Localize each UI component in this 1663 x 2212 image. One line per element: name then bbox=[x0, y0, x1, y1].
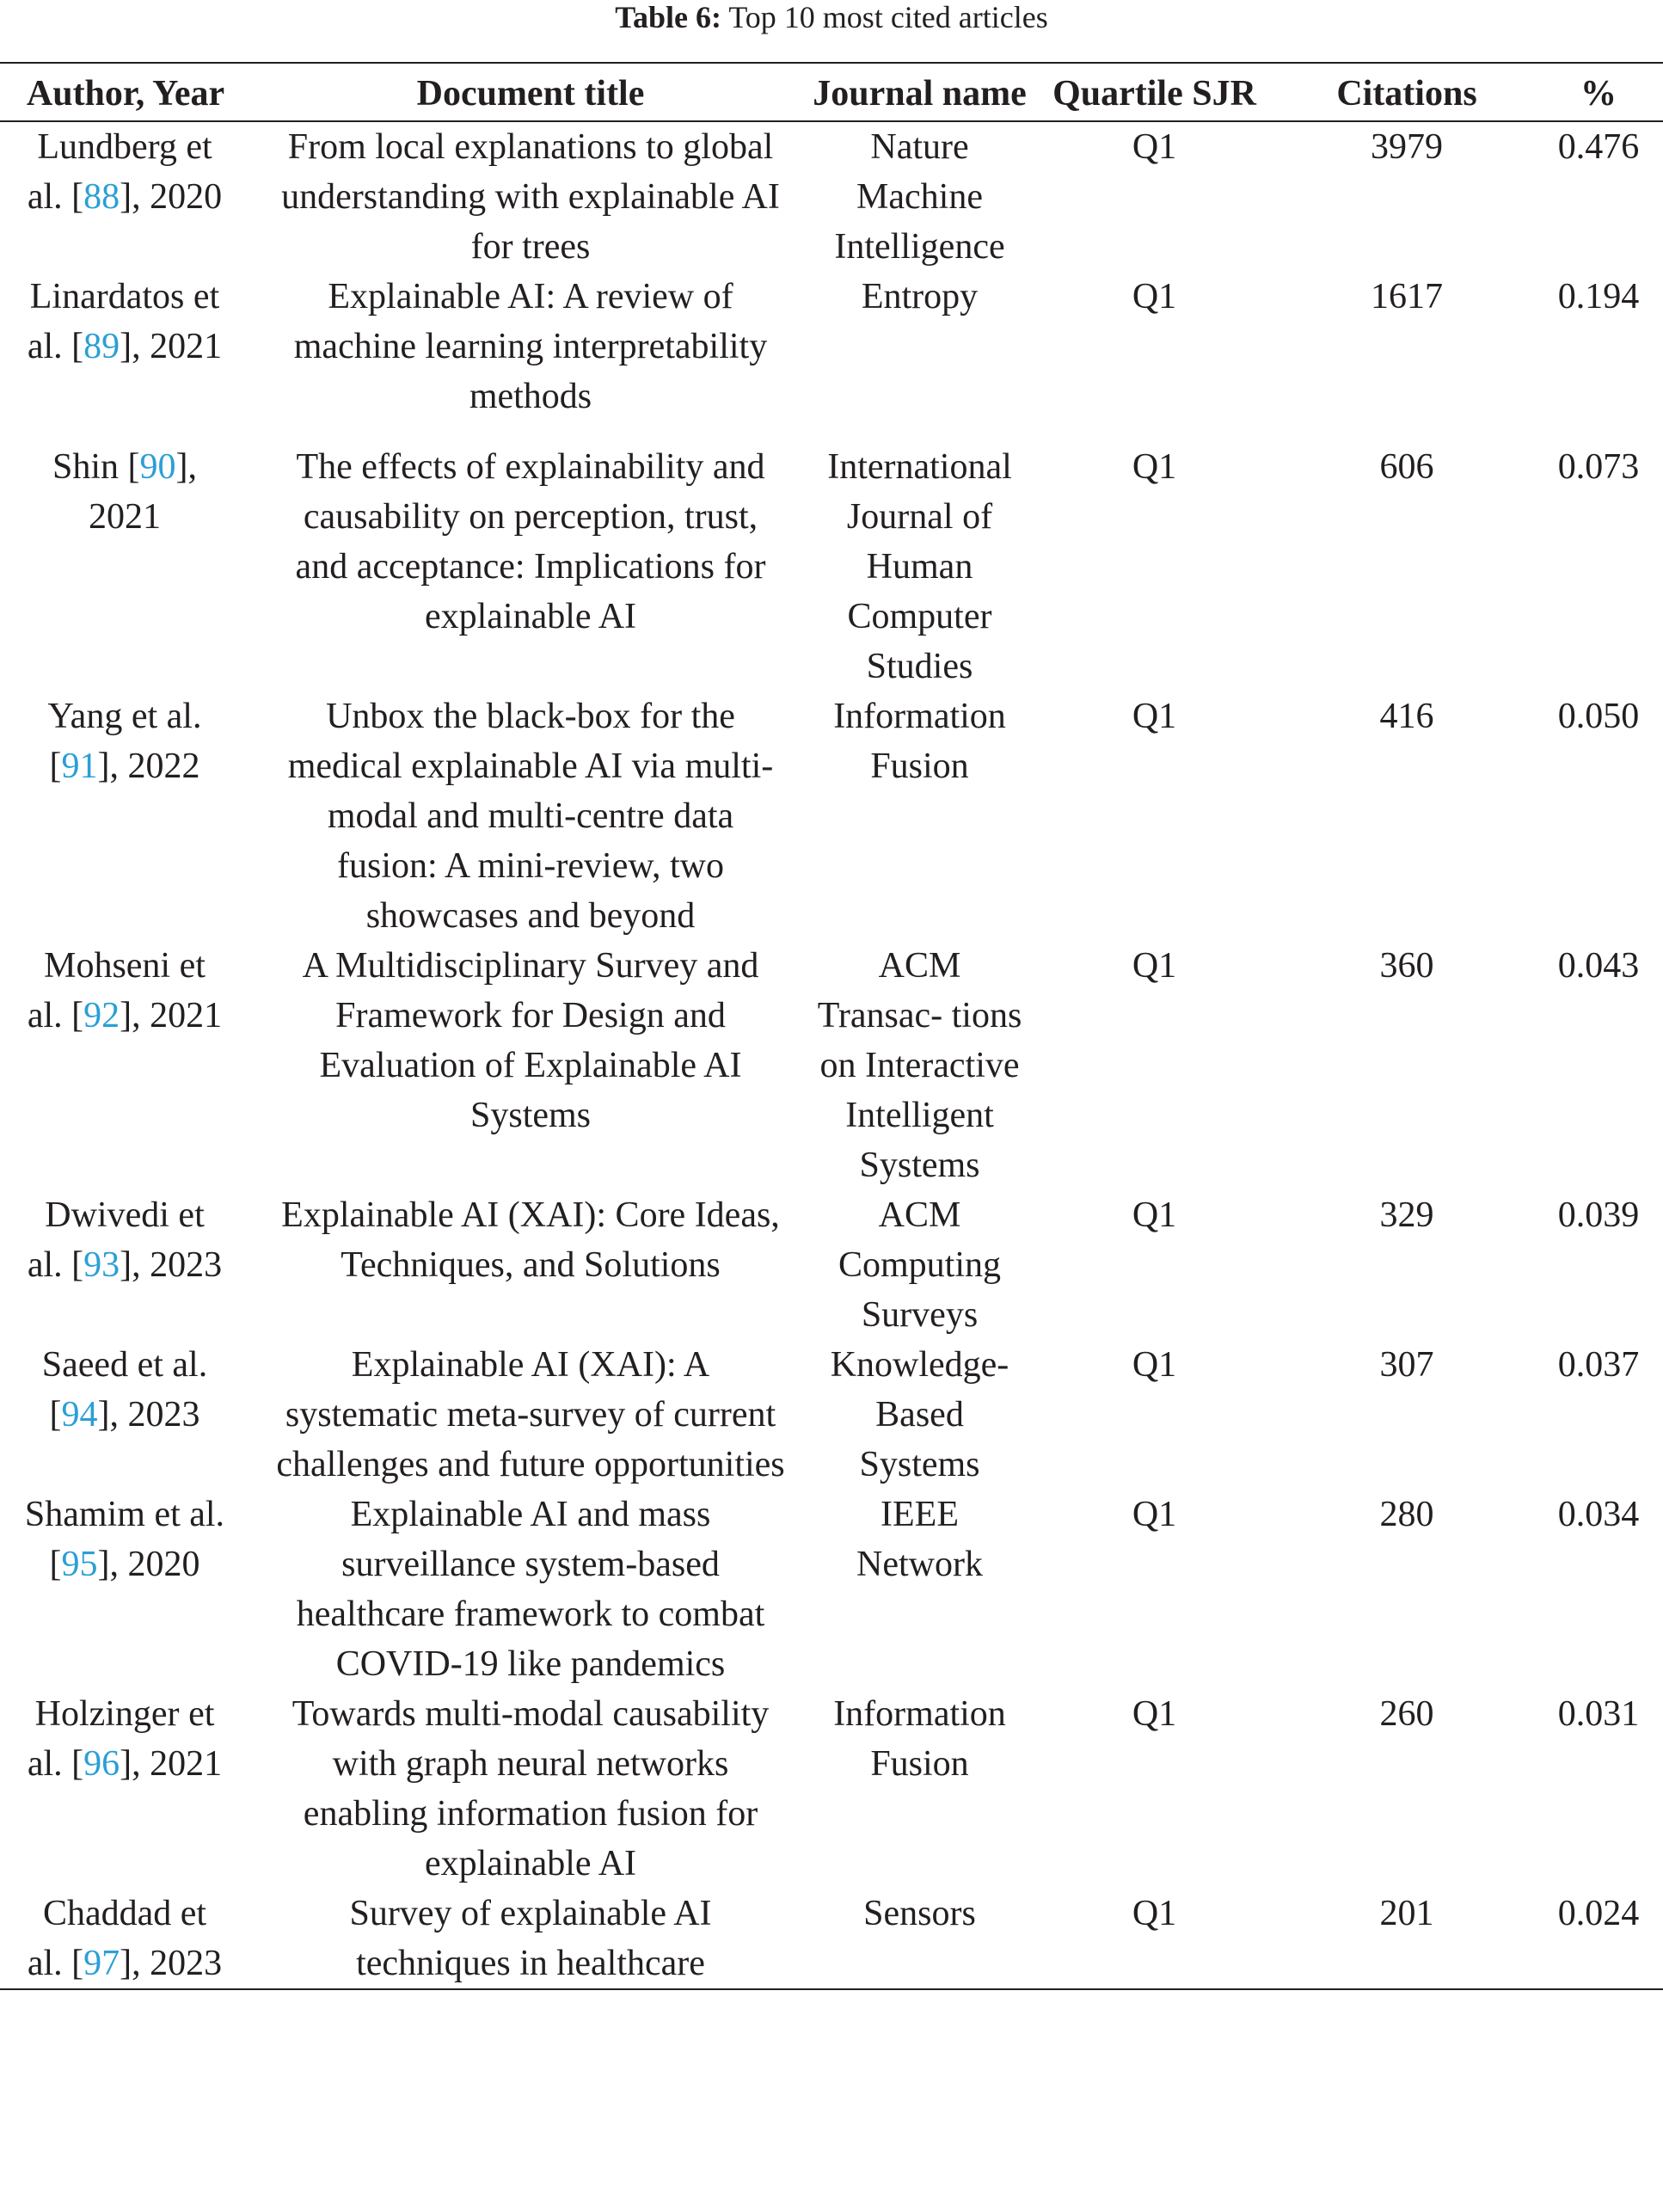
ref-close: ], bbox=[97, 1545, 119, 1584]
author-name: Yang bbox=[47, 697, 123, 736]
document-title-cell: Explainable AI (XAI): Core Ideas, Techniques, and Solutions bbox=[281, 1195, 780, 1285]
year: 2021 bbox=[150, 327, 223, 366]
author-year-cell bbox=[0, 1490, 251, 1689]
journal-name-cell: Information Fusion bbox=[833, 697, 1006, 786]
author-name: Shin [ bbox=[52, 447, 140, 487]
journal-name-cell: International Journal of Human Computer Studies bbox=[827, 447, 1012, 686]
author-name: Chaddad bbox=[42, 1894, 172, 1933]
journal-name-cell: Knowledge- Based Systems bbox=[830, 1345, 1009, 1484]
et-al: et al. [ bbox=[27, 1694, 215, 1784]
author-name: Lundberg bbox=[37, 127, 177, 167]
ref-close: ], bbox=[175, 447, 197, 487]
citations-cell: 3979 bbox=[1371, 127, 1443, 167]
citations-cell: 416 bbox=[1379, 697, 1434, 736]
ref-close: ], bbox=[120, 1245, 141, 1285]
header-document-title: Document title bbox=[416, 74, 645, 114]
header-journal-name: Journal name bbox=[813, 74, 1027, 114]
journal-name-cell: Information Fusion bbox=[833, 1694, 1006, 1784]
quartile-cell: Q1 bbox=[1132, 1345, 1177, 1385]
table-caption-text: Top 10 most cited articles bbox=[728, 0, 1048, 34]
reference-link[interactable]: 89 bbox=[83, 327, 120, 366]
citations-cell: 260 bbox=[1379, 1694, 1434, 1734]
ref-close: ], bbox=[120, 996, 141, 1035]
year: 2021 bbox=[150, 996, 223, 1035]
header-citations: Citations bbox=[1336, 74, 1477, 114]
author-year-cell bbox=[0, 1340, 251, 1490]
et-al: et al. [ bbox=[27, 277, 220, 366]
reference-link[interactable]: 91 bbox=[61, 747, 98, 786]
author-year-cell bbox=[0, 1689, 251, 1889]
document-title-cell: Explainable AI (XAI): A systematic meta-survey of current challenges and future opportunities bbox=[276, 1345, 785, 1484]
table-row bbox=[0, 1889, 1663, 1989]
author-name: Mohseni bbox=[44, 946, 171, 986]
table-header-row bbox=[0, 63, 1663, 121]
reference-link[interactable]: 92 bbox=[83, 996, 120, 1035]
et-al: et al. [ bbox=[27, 946, 206, 1035]
author-name: Shamim bbox=[24, 1495, 145, 1534]
year: 2023 bbox=[150, 1245, 223, 1285]
table-row bbox=[0, 121, 1663, 272]
quartile-cell: Q1 bbox=[1132, 1694, 1177, 1734]
percent-cell: 0.043 bbox=[1557, 946, 1640, 986]
reference-link[interactable]: 97 bbox=[83, 1944, 120, 1983]
quartile-cell: Q1 bbox=[1132, 946, 1177, 986]
year: 2022 bbox=[127, 747, 200, 786]
percent-cell: 0.039 bbox=[1557, 1195, 1640, 1235]
table-row bbox=[0, 1689, 1663, 1889]
document-title-cell: A Multidisciplinary Survey and Framework for Design and Evaluation of Explainable AI Systems bbox=[302, 946, 759, 1135]
citations-cell: 329 bbox=[1379, 1195, 1434, 1235]
percent-cell: 0.034 bbox=[1557, 1495, 1640, 1534]
percent-cell: 0.024 bbox=[1557, 1894, 1640, 1933]
journal-name-cell: Sensors bbox=[863, 1894, 976, 1933]
document-title-cell: Explainable AI: A review of machine learning interpretability methods bbox=[293, 277, 768, 416]
reference-link[interactable]: 96 bbox=[83, 1744, 120, 1784]
year: 2021 bbox=[89, 497, 161, 537]
ref-close: ], bbox=[120, 1744, 141, 1784]
author-name: Dwivedi bbox=[45, 1195, 169, 1235]
ref-close: ], bbox=[120, 1944, 141, 1983]
table-row bbox=[0, 1190, 1663, 1340]
ref-close: ], bbox=[120, 327, 141, 366]
table-row bbox=[0, 1490, 1663, 1689]
table-row bbox=[0, 272, 1663, 442]
reference-link[interactable]: 88 bbox=[83, 177, 120, 217]
journal-name-cell: ACM Computing Surveys bbox=[838, 1195, 1002, 1335]
author-year-cell bbox=[0, 1190, 251, 1340]
reference-link[interactable]: 94 bbox=[61, 1395, 98, 1435]
percent-cell: 0.194 bbox=[1557, 277, 1640, 316]
reference-link[interactable]: 93 bbox=[83, 1245, 120, 1285]
journal-name-cell: IEEE Network bbox=[856, 1495, 983, 1584]
percent-cell: 0.037 bbox=[1557, 1345, 1640, 1385]
citations-cell: 280 bbox=[1379, 1495, 1434, 1534]
header-author-year: Author, Year bbox=[26, 74, 225, 114]
table-caption bbox=[0, 0, 1663, 34]
quartile-cell: Q1 bbox=[1132, 1195, 1177, 1235]
author-name: Linardatos bbox=[29, 277, 185, 316]
author-year-cell bbox=[0, 941, 251, 1190]
year: 2021 bbox=[150, 1744, 223, 1784]
document-title-cell: Survey of explainable AI techniques in healthcare bbox=[349, 1894, 712, 1983]
document-title-cell: Towards multi-modal causability with graph neural networks enabling information fusion for explainable AI bbox=[291, 1694, 770, 1883]
citations-cell: 201 bbox=[1379, 1894, 1434, 1933]
et-al: et al. [ bbox=[49, 697, 202, 786]
table-row bbox=[0, 941, 1663, 1190]
header-percent: % bbox=[1580, 74, 1617, 114]
year: 2020 bbox=[150, 177, 223, 217]
journal-name-cell: Nature Machine Intelligence bbox=[834, 127, 1005, 267]
quartile-cell: Q1 bbox=[1132, 277, 1177, 316]
year: 2023 bbox=[127, 1395, 200, 1435]
percent-cell: 0.476 bbox=[1557, 127, 1640, 167]
document-title-cell: Explainable AI and mass surveillance system-based healthcare framework to combat COVID-19 like pandemics bbox=[296, 1495, 765, 1684]
citations-cell: 360 bbox=[1379, 946, 1434, 986]
year: 2020 bbox=[127, 1545, 200, 1584]
quartile-cell: Q1 bbox=[1132, 1894, 1177, 1933]
citations-cell: 307 bbox=[1379, 1345, 1434, 1385]
document-title-cell: From local explanations to global understanding with explainable AI for trees bbox=[281, 127, 780, 267]
quartile-cell: Q1 bbox=[1132, 1495, 1177, 1534]
header-quartile-sjr: Quartile SJR bbox=[1052, 74, 1256, 114]
table-row bbox=[0, 442, 1663, 691]
ref-close: ], bbox=[97, 747, 119, 786]
author-year-cell bbox=[0, 121, 251, 272]
author-year-cell bbox=[0, 1889, 251, 1989]
percent-cell: 0.073 bbox=[1557, 447, 1640, 487]
reference-link[interactable]: 95 bbox=[61, 1545, 98, 1584]
table-row bbox=[0, 691, 1663, 941]
table-row bbox=[0, 1340, 1663, 1490]
author-name: Saeed bbox=[41, 1345, 129, 1385]
et-al: et al. [ bbox=[49, 1345, 208, 1435]
year: 2023 bbox=[150, 1944, 223, 1983]
author-year-cell bbox=[0, 272, 251, 442]
journal-name-cell: ACM Transac- tions on Interactive Intelligent Systems bbox=[817, 946, 1022, 1185]
reference-link[interactable]: 90 bbox=[139, 447, 176, 487]
most-cited-articles-table bbox=[0, 62, 1663, 1990]
document-title-cell: Unbox the black-box for the medical explainable AI via multi-modal and multi-centre data fusion: A mini-review, two showcases and beyond bbox=[287, 697, 774, 936]
table-caption-label: Table 6: bbox=[615, 0, 721, 34]
citations-cell: 606 bbox=[1379, 447, 1434, 487]
et-al: et al. [ bbox=[27, 127, 212, 217]
percent-cell: 0.050 bbox=[1557, 697, 1640, 736]
percent-cell: 0.031 bbox=[1557, 1694, 1640, 1734]
et-al: et al. [ bbox=[49, 1495, 225, 1584]
quartile-cell: Q1 bbox=[1132, 127, 1177, 167]
quartile-cell: Q1 bbox=[1132, 447, 1177, 487]
author-year-cell bbox=[0, 442, 251, 691]
quartile-cell: Q1 bbox=[1132, 697, 1177, 736]
journal-name-cell: Entropy bbox=[861, 277, 979, 316]
author-name: Holzinger bbox=[34, 1694, 180, 1734]
et-al: et al. [ bbox=[27, 1195, 205, 1285]
et-al: et al. [ bbox=[27, 1894, 207, 1983]
document-title-cell: The effects of explainability and causability on perception, trust, and acceptance: Implications for explainable AI bbox=[295, 447, 766, 636]
citations-cell: 1617 bbox=[1371, 277, 1443, 316]
ref-close: ], bbox=[97, 1395, 119, 1435]
ref-close: ], bbox=[120, 177, 141, 217]
author-year-cell bbox=[0, 691, 251, 941]
